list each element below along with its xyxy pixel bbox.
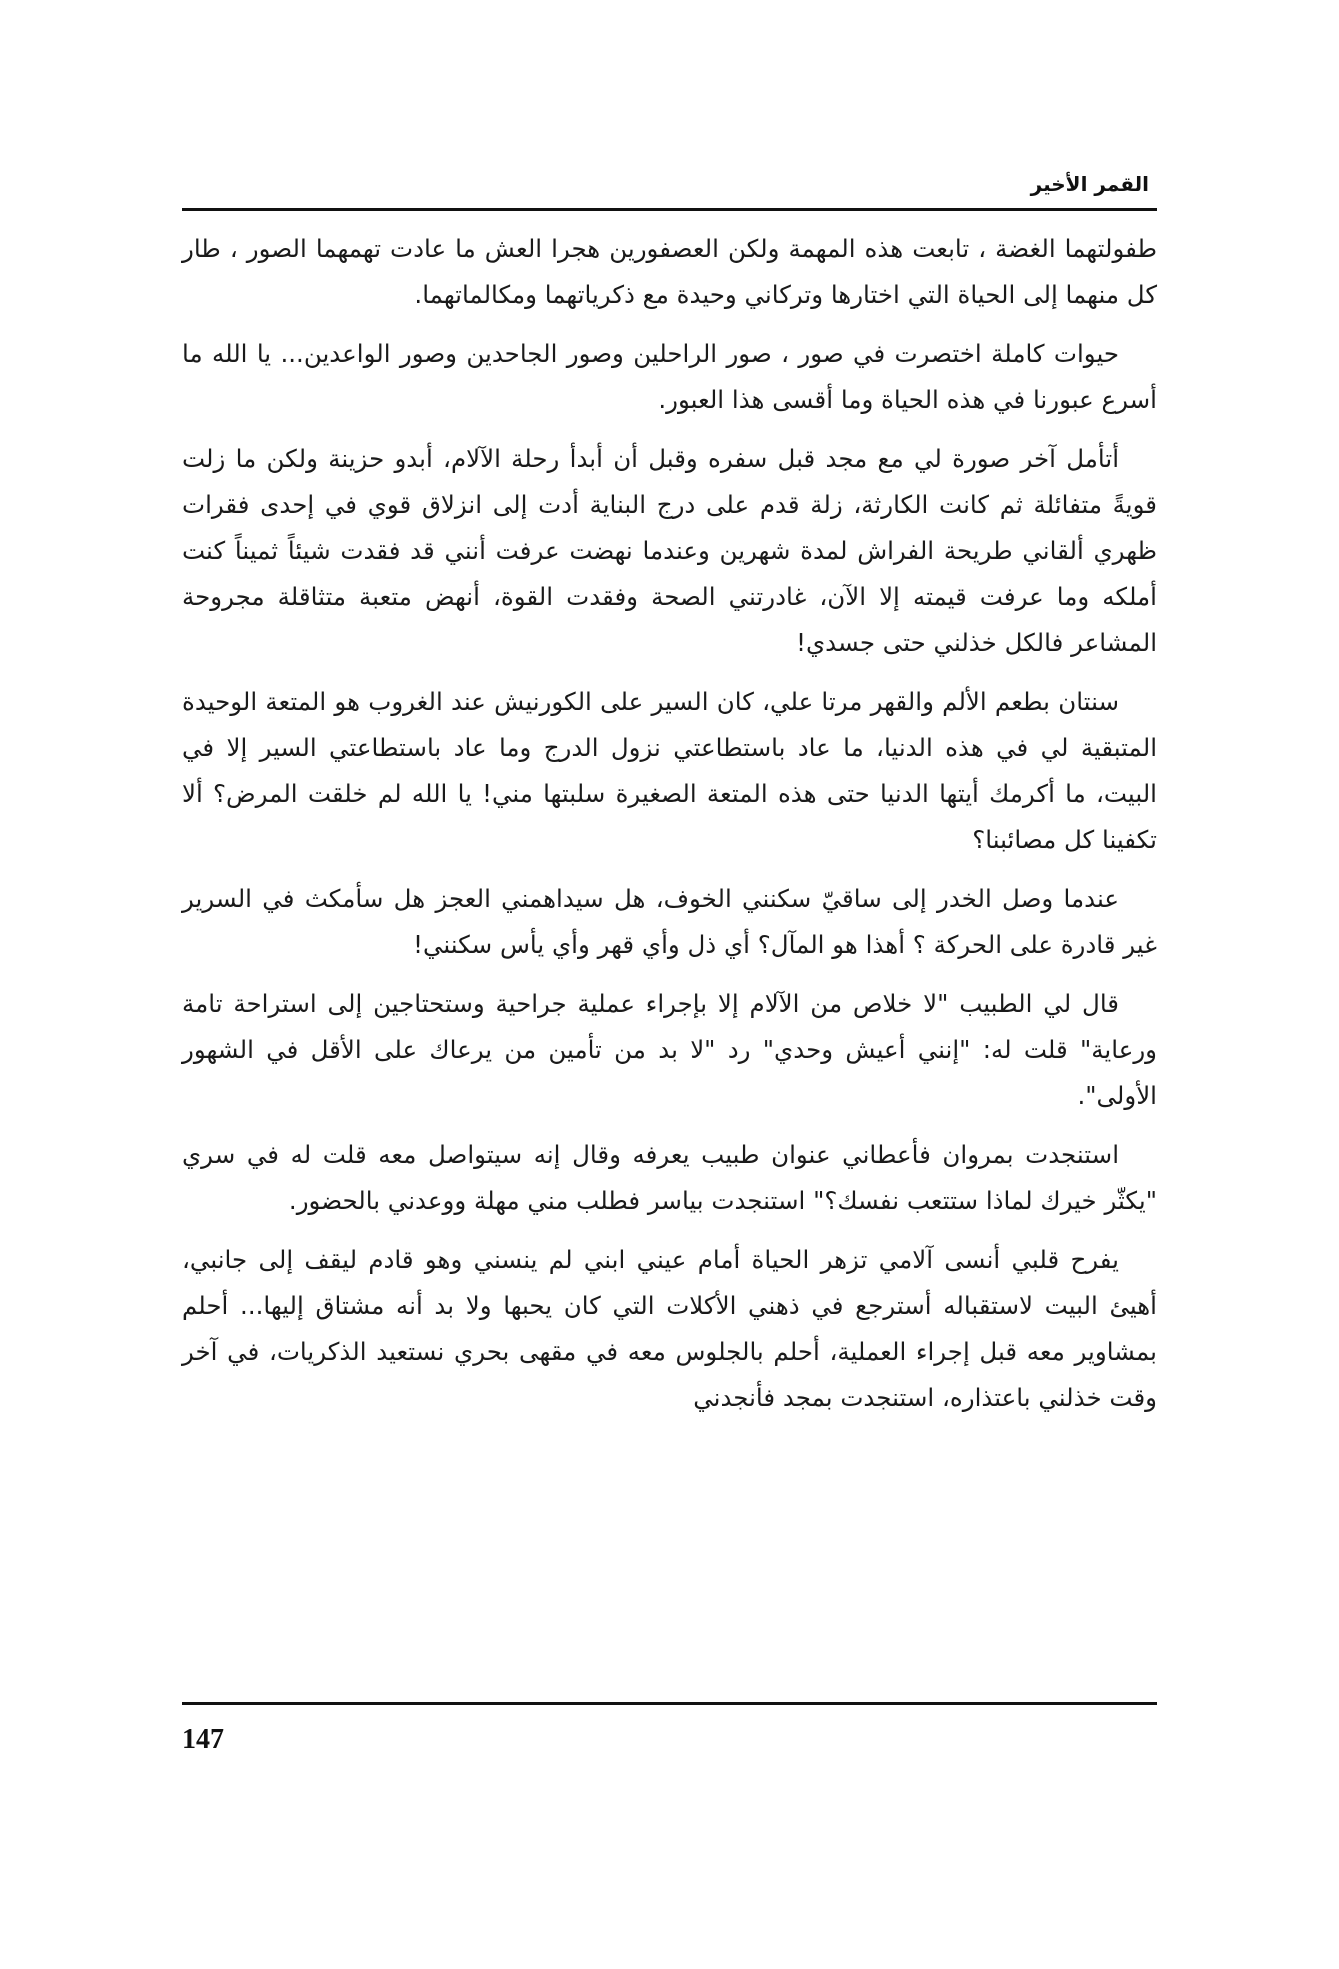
running-header-title: القمر الأخير [1030,172,1149,196]
body-text [182,226,1157,1434]
paragraph: قال لي الطبيب "لا خلاص من الآلام إلا بإجراء عملية جراحية وستحتاجين إلى استراحة تامة ورعاية" قلت له: "إنني أعيش وحدي" رد "لا بد من تأمين من يرعاك على الأقل في الشهور الأولى". [182,989,1157,1110]
paragraph: حيوات كاملة اختصرت في صور ، صور الراحلين وصور الجاحدين وصور الواعدين... يا الله ما أسرع عبورنا في هذه الحياة وما أقسى هذا العبور. [182,339,1157,414]
paragraph: أتأمل آخر صورة لي مع مجد قبل سفره وقبل أن أبدأ رحلة الآلام، أبدو حزينة ولكن ما زلت قويةً متفائلة ثم كانت الكارثة، زلة قدم على درج البناية أدت إلى انزلاق قوي في إحدى فقرات ظهري ألقاني طريحة الفراش لمدة شهرين وعندما نهضت عرفت أنني قد فقدت شيئاً ثميناً كنت أملكه وما عرفت قيمته إلا الآن، غادرتني الصحة وفقدت القوة، أنهض متعبة متثاقلة مجروحة المشاعر فالكل خذلني حتى جسدي! [182,444,1157,657]
page-number: 147 [182,1724,224,1755]
paragraph: يفرح قلبي أنسى آلامي تزهر الحياة أمام عيني ابني لم ينسني وهو قادم ليقف إلى جانبي، أهيئ البيت لاستقباله أسترجع في ذهني الأكلات التي كان يحبها ولا بد أنه مشتاق إليها... أحلم بمشاوير معه قبل إجراء العملية، أحلم بالجلوس معه في مقهى بحري نستعيد الذكريات، في آخر وقت خذلني باعتذاره، استنجدت بمجد فأنجدني [182,1245,1157,1412]
paragraph: استنجدت بمروان فأعطاني عنوان طبيب يعرفه وقال إنه سيتواصل معه قلت له في سري "يكثّر خيرك لماذا ستتعب نفسك؟" استنجدت بياسر فطلب مني مهلة ووعدني بالحضور. [182,1140,1157,1215]
footer-rule [182,1702,1157,1705]
paragraph: سنتان بطعم الألم والقهر مرتا علي، كان السير على الكورنيش عند الغروب هو المتعة الوحيدة المتبقية لي في هذه الدنيا، ما عاد باستطاعتي نزول الدرج وما عاد باستطاعتي السير إلا في البيت، ما أكرمك أيتها الدنيا حتى هذه المتعة الصغيرة سلبتها مني! يا الله لم خلقت المرض؟ ألا تكفينا كل مصائبنا؟ [182,687,1157,854]
paragraph: طفولتهما الغضة ، تابعت هذه المهمة ولكن العصفورين هجرا العش ما عادت تهمهما الصور ، طار كل منهما إلى الحياة التي اختارها وتركاني وحيدة مع ذكرياتهما ومكالماتهما. [182,234,1157,309]
paragraph: عندما وصل الخدر إلى ساقيّ سكنني الخوف، هل سيداهمني العجز هل سأمكث في السرير غير قادرة على الحركة ؟ أهذا هو المآل؟ أي ذل وأي قهر وأي يأس سكنني! [182,884,1157,959]
header-rule [182,208,1157,211]
